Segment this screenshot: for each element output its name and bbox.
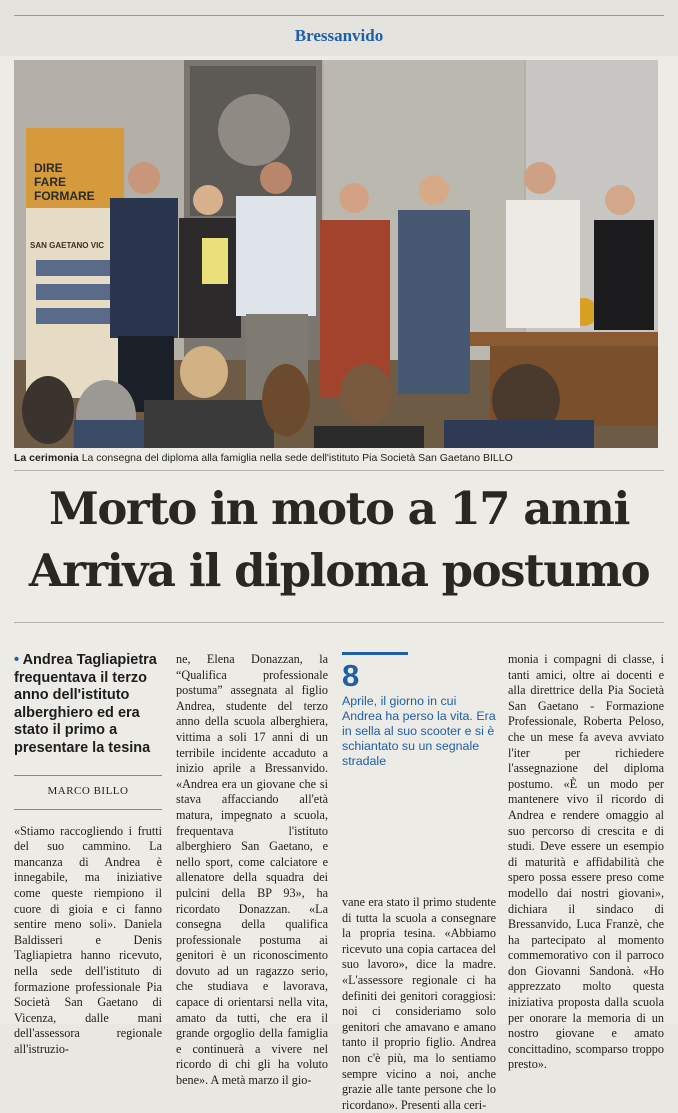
- lead-bullet: •: [14, 652, 20, 668]
- headline-line-1: Morto in moto a 17 anni: [49, 482, 629, 535]
- poster-school: SAN GAETANO VIC: [30, 241, 105, 250]
- factbox-number: 8: [342, 658, 360, 693]
- byline-rule-top: [14, 775, 162, 776]
- article-column-2: [176, 652, 328, 1089]
- poster-line-1: DIRE: [34, 161, 63, 175]
- poster-line-2: FARE: [34, 175, 67, 189]
- poster-line-3: FORMARE: [34, 189, 95, 203]
- article-body-2: ne, Elena Donazzan, la “Qualifica professionale postuma” assegnata al figlio Andrea, studente del terzo anno della scuola alberghiera, vittima a soli 17 anni di un terribile incidente accaduto a inizio aprile a Bressanvido. «Andrea era un giovane che si stava affacciando all'età matura, impegnato a scuola, frequentava l'istituto alberghiero San Gaetano, e nello sport, come calciatore e allenatore della squadra dei pulcini della BP 93», ha ricordato Donazzan. «La consegna della qualifica professionale postuma ai genitori è un riconoscimento dovuto ad un ragazzo serio, che studiava e lavorava, capace di orientarsi nella vita, amato da tutti, che era il grande orgoglio della famiglia e continuerà a vivere nel ricordo di chi gli ha voluto bene». A metà marzo il gio-: [176, 652, 328, 1088]
- headline-rule: [14, 622, 664, 623]
- ceremony-photo: [14, 60, 658, 448]
- article-lead: [14, 652, 162, 757]
- byline-rule-bottom: [14, 809, 162, 810]
- article-column-1: [14, 652, 162, 1058]
- caption-text: La consegna del diploma alla famiglia nella sede dell'istituto Pia Società San Gaetano: [81, 452, 481, 464]
- article-body-1: «Stiamo raccogliendo i frutti del suo cammino. La mancanza di Andrea è innegabile, ma iniziative come queste riempiono il cuore di gioia e ci fanno sentire meno soli». Daniela Baldisseri e Denis Tagliapietra hanno ricevuto, nella sede dell'istituto di formazione professionale Pia Società San Gaetano di Vicenza, dalle mani dell'assessora regionale all'istruzio-: [14, 823, 162, 1056]
- lead-text: Andrea Tagliapietra frequentava il terzo anno dell'istituto alberghiero ed era stato il primo a presentare la tesina: [14, 652, 157, 756]
- article-column-3: [342, 652, 496, 1113]
- caption-rule: [14, 470, 664, 471]
- photo-caption: [14, 452, 664, 464]
- factbox-text: Aprile, il giorno in cui Andrea ha perso la vita. Era in sella al suo scooter e si è schiantato su un segnale stradale: [342, 694, 496, 768]
- byline: MARCO BILLO: [47, 785, 129, 797]
- header-rule: [14, 15, 664, 16]
- headline-line-2: Arriva il diploma postumo: [28, 544, 650, 597]
- ceremony-photo-illustration: [14, 60, 658, 448]
- photo-credit: BILLO: [482, 452, 513, 464]
- article-body-3: vane era stato il primo studente di tutta la scuola a consegnare la propria tesina. «Abbiamo ricevuto una copia cartacea del suo lavoro», dice la madre. «L'assessore regionale ci ha definiti dei genitori coraggiosi: noi ci consideriamo solo genitori che amavano e amano tanto il proprio figlio. Andrea non c'è più, ma lo sentiamo sempre vicino a noi, anche grazie alle tante persone che lo ricordano». Presenti alla ceri-: [342, 895, 496, 1112]
- caption-label: La cerimonia: [14, 452, 79, 464]
- section-title: Bressanvido: [294, 26, 384, 45]
- factbox-rule: [342, 652, 408, 655]
- article-body-4: monia i compagni di classe, i tanti amici, oltre ai docenti e alla direttrice della Pia Società San Gaetano - Formazione Professionale, Roberta Peloso, che un mese fa aveva avviato l'iter per richiedere l'assegnazione del diploma postumo. «È un modo per mantenere vivo il ricordo di Andrea e rendere omaggio al suo percorso di crescita e di studi. Deve essere un esempio di maturità e affidabilità che spero possa essere preso come modello dai nostri giovani», dichiara il sindaco di Bressanvido, Luca Franzè, che ha partecipato al momento commemorativo con il parroco don Giovanni Sandonà. «Ho apprezzato molto questa iniziativa proposta dalla scuola per onorare la memoria di un nostro giovane e amato concittadino, scomparso troppo presto».: [508, 652, 664, 1072]
- article-column-4: [508, 652, 664, 1073]
